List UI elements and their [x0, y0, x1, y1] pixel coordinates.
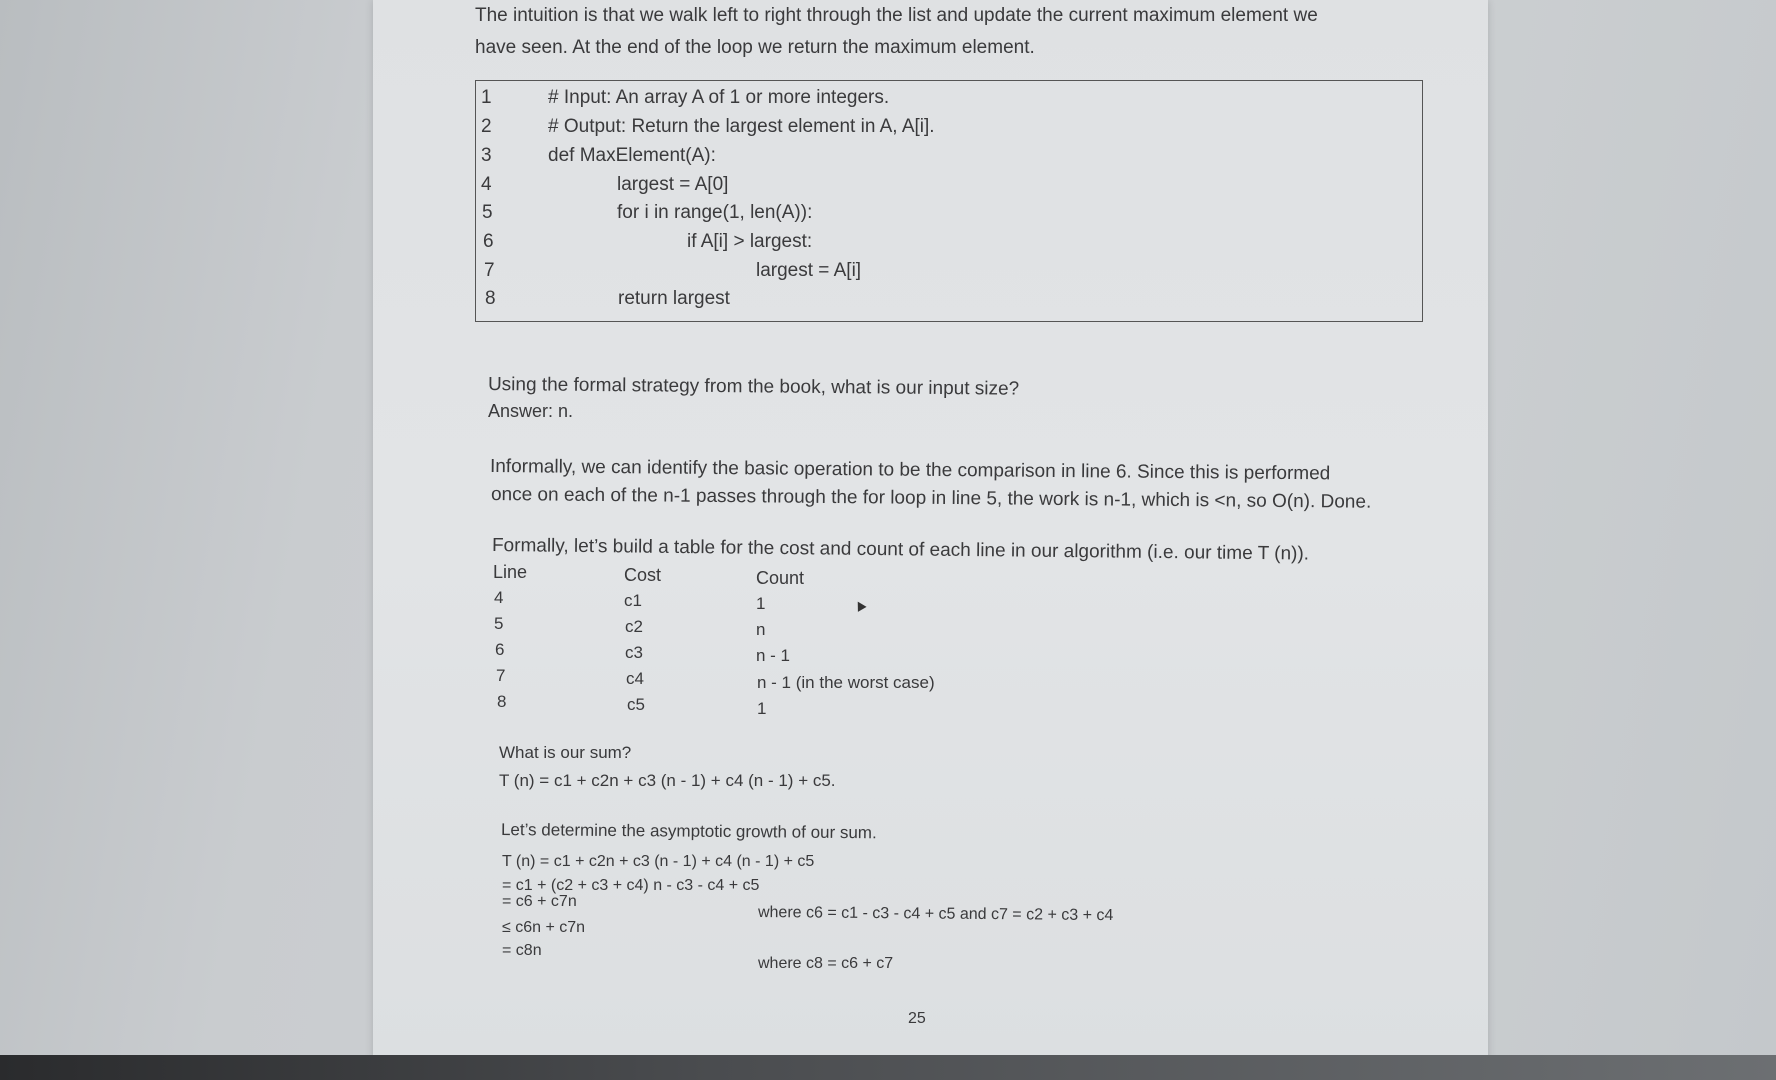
where-c8: where c8 = c6 + c7 — [758, 955, 894, 972]
code-line: if A[i] > largest: — [687, 231, 813, 252]
table-row-cost: c4 — [626, 669, 644, 688]
asymptotic-step: = c8n — [502, 942, 542, 959]
table-row-line: 4 — [494, 588, 504, 607]
asymptotic-intro: Let’s determine the asymptotic growth of our sum. — [500, 820, 877, 843]
table-row-count: n - 1 — [756, 646, 791, 665]
table-row-count: n - 1 (in the worst case) — [757, 673, 935, 692]
table-row-count: n — [756, 620, 766, 639]
informal-line-1: Informally, we can identify the basic operation to be the comparison in line 6. Since this is performed — [489, 456, 1331, 485]
formal-intro: Formally, let’s build a table for the cost and count of each line in our algorithm (i.e. our time T (n)). — [491, 535, 1310, 565]
asymptotic-step: = c6 + c7n — [502, 893, 577, 910]
table-row-line: 6 — [495, 640, 505, 659]
line-number: 5 — [482, 202, 493, 223]
input-size-answer: Answer: n. — [488, 401, 574, 421]
table-row-line: 7 — [496, 666, 506, 685]
line-number: 6 — [483, 231, 494, 252]
sum-question: What is our sum? — [499, 743, 632, 762]
sum-formula: T (n) = c1 + c2n + c3 (n - 1) + c4 (n - 1) + c5. — [499, 771, 836, 790]
table-row-line: 5 — [494, 614, 504, 633]
where-c6-c7: where c6 = c1 - c3 - c4 + c5 and c7 = c2 + c3 + c4 — [757, 904, 1114, 925]
code-line: for i in range(1, len(A)): — [617, 202, 813, 223]
code-line: largest = A[0] — [617, 174, 729, 195]
line-number: 7 — [484, 260, 495, 281]
asymptotic-step: T (n) = c1 + c2n + c3 (n - 1) + c4 (n - 1) + c5 — [502, 853, 815, 870]
col-count-header: Count — [756, 568, 805, 588]
line-number: 4 — [481, 174, 492, 195]
col-cost-header: Cost — [624, 565, 662, 585]
code-line: def MaxElement(A): — [548, 145, 716, 166]
code-line: # Input: An array A of 1 or more integers. — [548, 87, 890, 108]
line-number: 8 — [485, 288, 496, 309]
table-row-cost: c3 — [625, 643, 643, 662]
monitor-bezel — [0, 1055, 1776, 1080]
asymptotic-step: ≤ c6n + c7n — [502, 919, 586, 936]
input-size-question: Using the formal strategy from the book, what is our input size? — [487, 374, 1020, 400]
intro-line-1: The intuition is that we walk left to right through the list and update the current maximum element we — [475, 5, 1318, 26]
table-row-line: 8 — [497, 692, 507, 711]
table-row-count: 1 — [757, 699, 767, 718]
table-row-cost: c2 — [625, 617, 643, 636]
table-row-count: 1 — [756, 594, 766, 613]
intro-line-2: have seen. At the end of the loop we return the maximum element. — [475, 37, 1035, 58]
table-row-cost: c1 — [624, 591, 642, 610]
line-number: 1 — [481, 87, 492, 108]
code-line: return largest — [618, 288, 730, 309]
col-line-header: Line — [493, 562, 528, 582]
code-line: # Output: Return the largest element in A, A[i]. — [548, 116, 935, 137]
page-number: 25 — [908, 1010, 926, 1027]
code-line: largest = A[i] — [756, 260, 862, 281]
line-number: 2 — [481, 116, 492, 137]
informal-line-2: once on each of the n-1 passes through the for loop in line 5, the work is n-1, which is <n, so O(n). Done. — [490, 484, 1372, 513]
asymptotic-step: = c1 + (c2 + c3 + c4) n - c3 - c4 + c5 — [502, 877, 760, 894]
table-row-cost: c5 — [627, 695, 645, 714]
line-number: 3 — [481, 145, 492, 166]
